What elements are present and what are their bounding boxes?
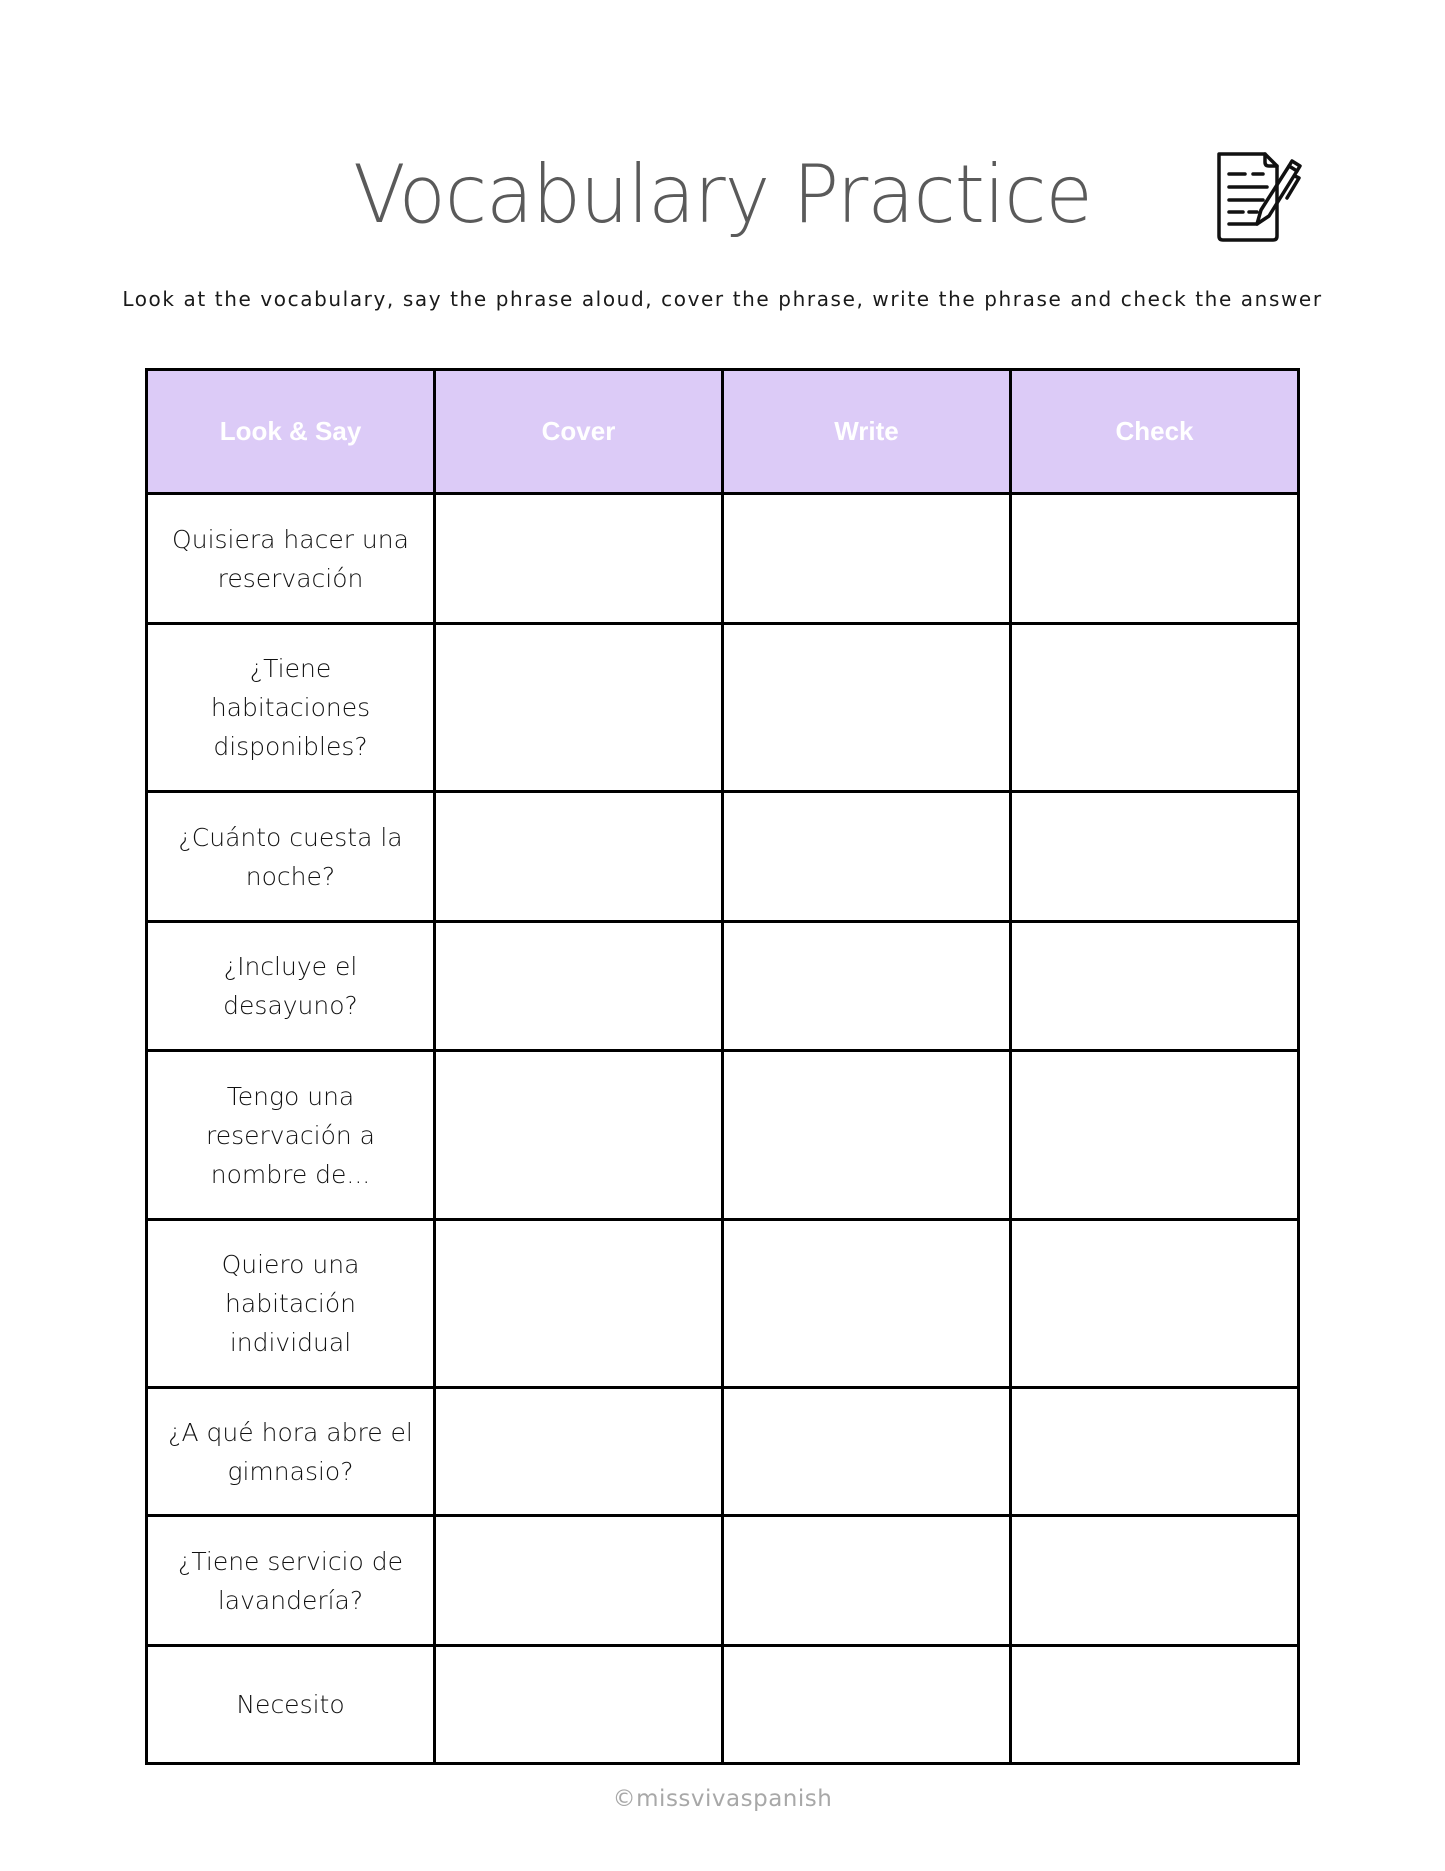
check-cell[interactable] xyxy=(1011,1646,1299,1764)
table-header-row xyxy=(147,370,1299,494)
table-row xyxy=(147,922,1299,1051)
write-cell[interactable] xyxy=(723,1646,1011,1764)
phrase-cell xyxy=(147,624,435,792)
write-cell[interactable] xyxy=(723,1220,1011,1388)
phrase-text: Quiero una habitación individual xyxy=(221,1250,360,1357)
table-row xyxy=(147,1051,1299,1220)
check-cell[interactable] xyxy=(1011,1220,1299,1388)
instructions-text: Look at the vocabulary, say the phrase aloud, cover the phrase, write the phrase and check the answer xyxy=(122,287,1323,311)
check-cell[interactable] xyxy=(1011,1051,1299,1220)
phrase-cell xyxy=(147,922,435,1051)
table-row xyxy=(147,1220,1299,1388)
phrase-text: Tengo una reservación a nombre de... xyxy=(205,1081,375,1189)
phrase-cell: ¿A qué hora abre el gimnasio? xyxy=(147,1388,435,1516)
page-title: Vocabulary Practice xyxy=(353,148,1092,241)
column-header-write: Write xyxy=(723,370,1011,494)
cover-cell[interactable] xyxy=(435,1388,723,1516)
check-cell[interactable] xyxy=(1011,922,1299,1051)
phrase-text: ¿Tiene habitaciones disponibles? xyxy=(210,654,371,761)
table-row xyxy=(147,1646,1299,1764)
table-row xyxy=(147,1516,1299,1646)
write-cell[interactable] xyxy=(723,624,1011,792)
cover-cell[interactable] xyxy=(435,494,723,624)
check-cell[interactable] xyxy=(1011,1388,1299,1516)
phrase-cell: Quisiera hacer una reservación xyxy=(147,494,435,624)
table-row xyxy=(147,1388,1299,1516)
phrase-text: ¿Incluye el desayuno? xyxy=(223,952,358,1020)
phrase-cell: Necesito xyxy=(147,1646,435,1764)
document-with-pen-icon xyxy=(1213,150,1305,244)
copyright-credit: ©missvivaspanish xyxy=(612,1786,833,1812)
check-cell[interactable] xyxy=(1011,792,1299,922)
phrase-cell: ¿Tiene servicio de lavandería? xyxy=(147,1516,435,1646)
write-cell[interactable] xyxy=(723,1051,1011,1220)
write-cell[interactable] xyxy=(723,494,1011,624)
column-header-cover: Cover xyxy=(435,370,723,494)
check-cell[interactable] xyxy=(1011,1516,1299,1646)
cover-cell[interactable] xyxy=(435,1220,723,1388)
vocabulary-table xyxy=(145,368,1300,1765)
cover-cell[interactable] xyxy=(435,1516,723,1646)
table-row xyxy=(147,494,1299,624)
phrase-cell xyxy=(147,1051,435,1220)
write-cell[interactable] xyxy=(723,922,1011,1051)
column-header-check: Check xyxy=(1011,370,1299,494)
cover-cell[interactable] xyxy=(435,792,723,922)
table-row xyxy=(147,624,1299,792)
write-cell[interactable] xyxy=(723,1388,1011,1516)
cover-cell[interactable] xyxy=(435,922,723,1051)
cover-cell[interactable] xyxy=(435,624,723,792)
cover-cell[interactable] xyxy=(435,1646,723,1764)
column-header-look-say: Look & Say xyxy=(147,370,435,494)
phrase-cell xyxy=(147,1220,435,1388)
check-cell[interactable] xyxy=(1011,494,1299,624)
write-cell[interactable] xyxy=(723,1516,1011,1646)
table-row xyxy=(147,792,1299,922)
cover-cell[interactable] xyxy=(435,1051,723,1220)
check-cell[interactable] xyxy=(1011,624,1299,792)
phrase-cell: ¿Cuánto cuesta la noche? xyxy=(147,792,435,922)
write-cell[interactable] xyxy=(723,792,1011,922)
